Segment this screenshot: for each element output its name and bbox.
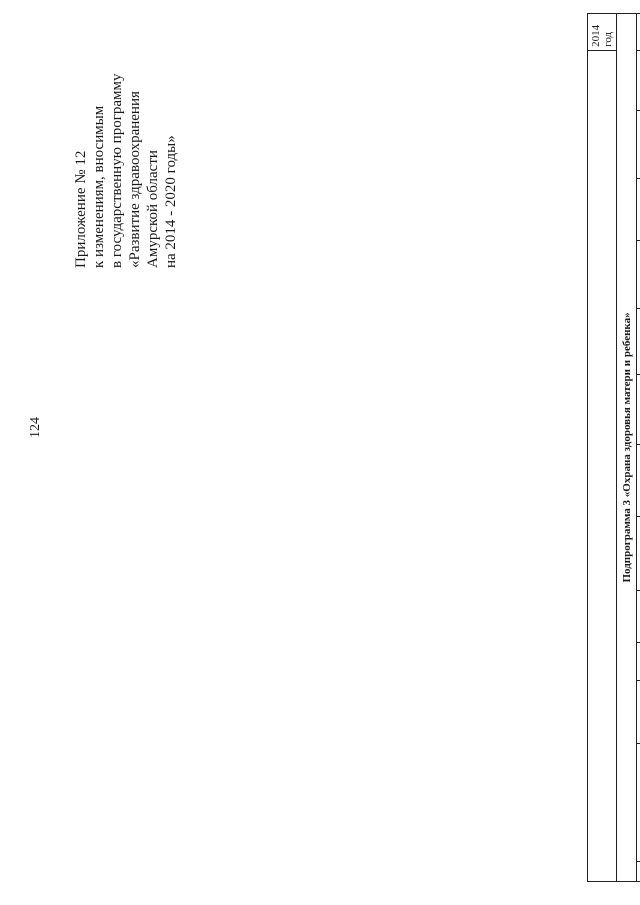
table-cell [637, 445, 640, 517]
table-cell [588, 50, 617, 881]
period-label [637, 375, 640, 445]
total-cost [637, 517, 640, 591]
heading-line: Амурской области [145, 150, 161, 268]
value-cell [637, 179, 640, 241]
table-cell [637, 13, 640, 50]
heading-line: Приложение № 12 [73, 150, 89, 268]
page-number: 124 [28, 417, 43, 438]
table-row [588, 13, 617, 881]
object-name [637, 744, 640, 862]
table-cell [637, 591, 640, 643]
table-row [617, 13, 637, 881]
subprogram-caption: Подпрограмма 3 «Охрана здоровья матери и ребенка» [617, 13, 637, 881]
table-row [637, 13, 640, 881]
value-cell [637, 50, 640, 110]
heading-line: на 2014 - 2020 годы» [163, 135, 179, 268]
table-cell [637, 681, 640, 744]
capital-investment-table [587, 13, 640, 882]
value-cell [637, 241, 640, 309]
heading-line: к изменениям, вносимым [91, 105, 107, 268]
row-number [637, 862, 640, 882]
rotated-table-wrapper [587, 14, 640, 882]
appendix-heading [72, 74, 180, 269]
value-cell [637, 111, 640, 179]
table-cell [637, 643, 640, 681]
top-year-cell: 2014 год [588, 13, 617, 50]
heading-line: «Развитие здравоохранения [127, 91, 143, 268]
heading-line: в государственную программу [109, 73, 125, 268]
value-cell [637, 309, 640, 375]
